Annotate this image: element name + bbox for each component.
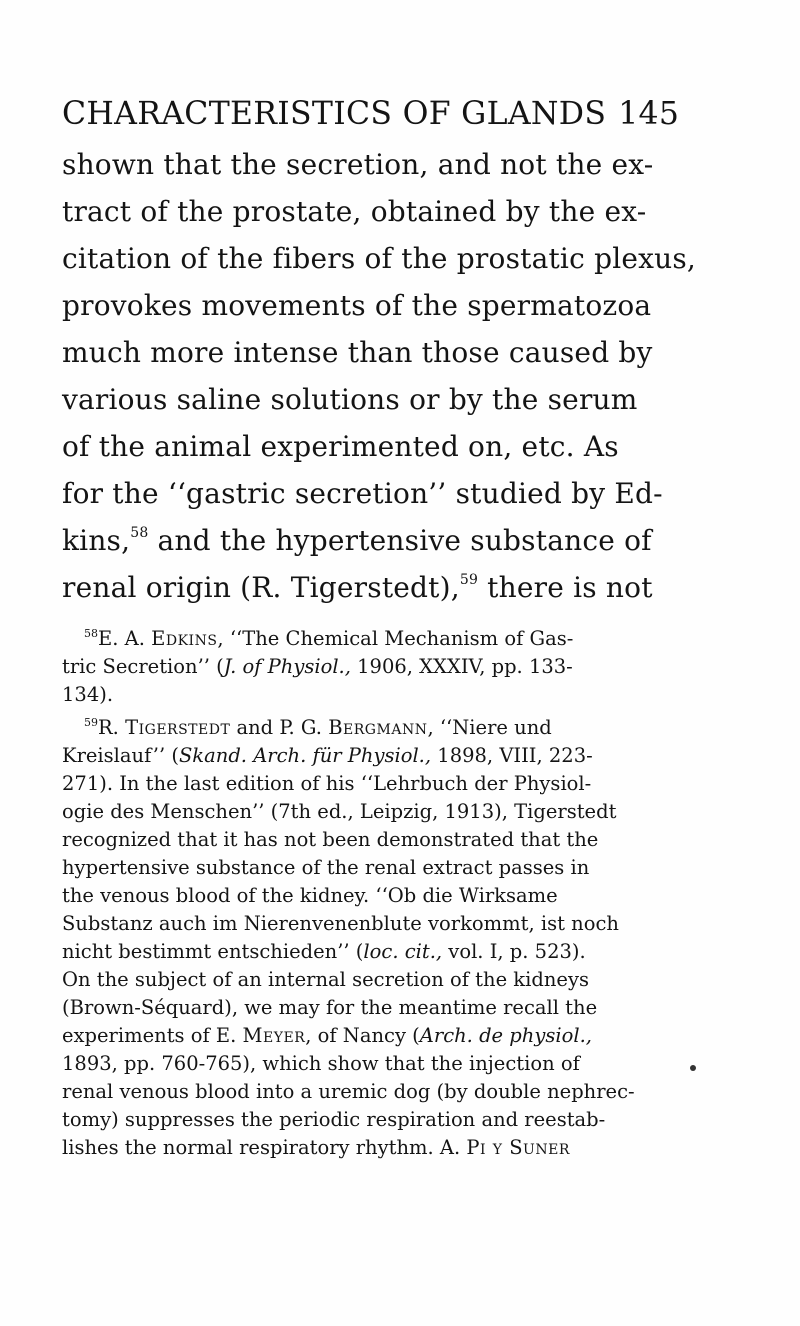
footnote-marker: 58: [84, 627, 98, 640]
body-line: provokes movements of the spermatozoa: [62, 289, 652, 322]
footnote-line: [62, 940, 750, 963]
author-name: Meyer: [242, 1024, 306, 1047]
footnote-text: , of Nancy (: [305, 1024, 420, 1047]
author-name: Tigerstedt: [125, 716, 231, 739]
footnote-text: , ‘‘The Chemical Mechanism of Gas-: [217, 627, 574, 650]
body-line: of the animal experimented on, etc. As: [62, 430, 619, 463]
footnote-line: ogie des Menschen’’ (7th ed., Leipzig, 1913), Tigerstedt: [62, 800, 617, 823]
footnote-text: tric Secretion’’ (: [62, 655, 224, 678]
footnote-line: [84, 716, 750, 739]
footnote-line: Substanz auch im Nierenvenenblute vorkommt, ist noch: [62, 912, 619, 935]
footnote-line: 271). In the last edition of his ‘‘Lehrbuch der Physiol-: [62, 772, 592, 795]
footnote-text: lishes the normal respiratory rhythm. A.: [62, 1136, 467, 1159]
footnote-line: 134).: [62, 683, 114, 706]
footnote-marker: 59: [84, 716, 98, 729]
footnote-line: hypertensive substance of the renal extract passes in: [62, 856, 590, 879]
footnote-line: [62, 655, 750, 678]
footnote-line: renal venous blood into a uremic dog (by double nephrec-: [62, 1080, 635, 1103]
footnote-line: 1893, pp. 760-765), which show that the injection of: [62, 1052, 580, 1075]
header-title: CHARACTERISTICS OF GLANDS: [62, 96, 607, 132]
footnote-line: On the subject of an internal secretion of the kidneys: [62, 968, 589, 991]
footnote-line: tomy) suppresses the periodic respiration and reestab-: [62, 1108, 606, 1131]
footnote-line: [62, 1136, 750, 1159]
body-line: [62, 524, 750, 557]
body-line: for the ‘‘gastric secretion’’ studied by Ed-: [62, 477, 663, 510]
body-line: shown that the secretion, and not the ex-: [62, 148, 654, 181]
body-line: much more intense than those caused by: [62, 336, 653, 369]
author-name: Edkins: [151, 627, 218, 650]
footnote-text: nicht bestimmt entschieden’’ (: [62, 940, 364, 963]
author-name: Pi y Suner: [466, 1136, 570, 1159]
body-line: various saline solutions or by the serum: [62, 383, 638, 416]
body-text-span: kins,: [62, 524, 131, 557]
journal-title: J. of Physiol.,: [223, 655, 351, 678]
footnote-text: vol. I, p. 523).: [442, 940, 586, 963]
author-name: Bergmann: [328, 716, 428, 739]
body-text-span: and the hypertensive substance of: [148, 524, 652, 557]
footnote-ref-59[interactable]: 59: [459, 572, 479, 588]
footnote-line: [84, 627, 750, 650]
print-speck: [690, 1065, 696, 1071]
page-number: 145: [618, 96, 680, 132]
footnote-text: , ‘‘Niere und: [427, 716, 552, 739]
footnote-line: the venous blood of the kidney. ‘‘Ob die Wirksame: [62, 884, 558, 907]
footnote-line: recognized that it has not been demonstrated that the: [62, 828, 599, 851]
footnote-text: E. A.: [98, 627, 152, 650]
footnote-ref-58[interactable]: 58: [130, 525, 149, 541]
body-text-span: renal origin (R. Tigerstedt),: [62, 571, 460, 604]
footnote-text: Kreislauf’’ (: [62, 744, 179, 767]
citation-abbrev: loc. cit.,: [363, 940, 443, 963]
journal-title: Skand. Arch. für Physiol.,: [178, 744, 432, 767]
body-line: tract of the prostate, obtained by the ex-: [62, 195, 647, 228]
footnote-line: [62, 744, 750, 767]
footnote-text: R.: [98, 716, 126, 739]
footnote-line: [62, 1024, 750, 1047]
footnote-text: experiments of E.: [62, 1024, 243, 1047]
body-text-span: there is not: [478, 571, 653, 604]
footnote-text: 1898, VIII, 223-: [431, 744, 593, 767]
footnote-line: (Brown-Séquard), we may for the meantime recall the: [62, 996, 598, 1019]
body-line: citation of the fibers of the prostatic plexus,: [62, 242, 697, 275]
body-line: [62, 571, 750, 604]
running-header: [62, 96, 750, 132]
journal-title: Arch. de physiol.,: [419, 1024, 592, 1047]
footnote-text: 1906, XXXIV, pp. 133-: [350, 655, 573, 678]
footnote-text: and P. G.: [230, 716, 329, 739]
